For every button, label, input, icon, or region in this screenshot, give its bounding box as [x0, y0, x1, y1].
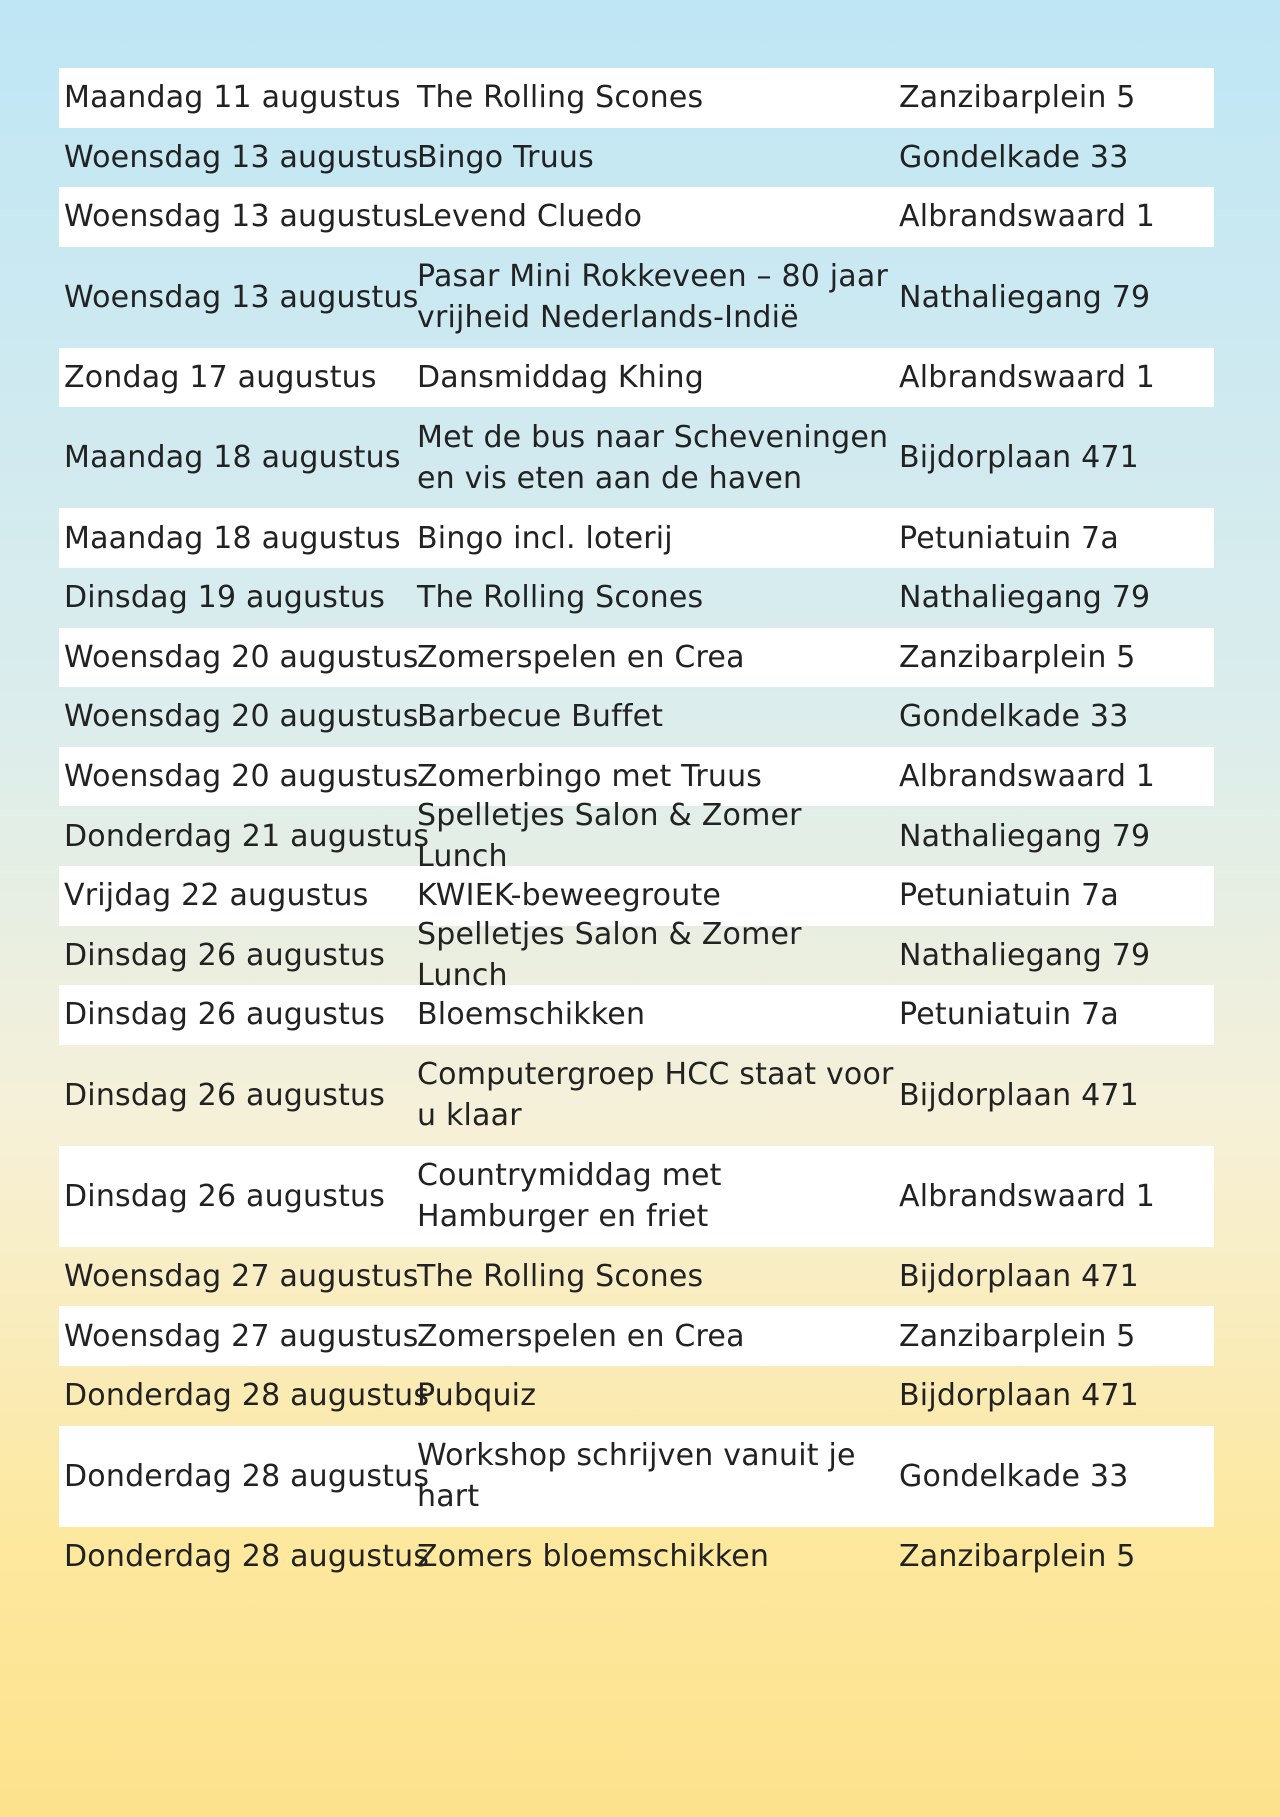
- activity-cell: Spelletjes Salon & Zomer Lunch: [417, 917, 802, 994]
- date-cell: Donderdag 21 augustus: [64, 818, 430, 854]
- table-row: [59, 128, 1214, 188]
- location-cell: Petuniatuin 7a: [899, 997, 1119, 1033]
- activity-cell: Countrymiddag met Hamburger en friet: [417, 1158, 722, 1235]
- activity-cell: Bloemschikken: [417, 997, 646, 1033]
- location-cell: Gondelkade 33: [899, 699, 1129, 735]
- location-cell: Nathaliegang 79: [899, 279, 1151, 315]
- table-row: [59, 1247, 1214, 1307]
- table-row: [59, 247, 1214, 348]
- table-row: [59, 568, 1214, 628]
- location-cell: Bijdorplaan 471: [899, 1259, 1139, 1295]
- location-cell: Petuniatuin 7a: [899, 520, 1119, 556]
- activity-cell: Pubquiz: [417, 1378, 537, 1414]
- date-cell: Donderdag 28 augustus: [64, 1538, 430, 1574]
- location-cell: Zanzibarplein 5: [899, 639, 1136, 675]
- table-row: [59, 985, 1214, 1045]
- location-cell: Zanzibarplein 5: [899, 80, 1136, 116]
- activity-cell: Zomerspelen en Crea: [417, 639, 745, 675]
- date-cell: Dinsdag 26 augustus: [64, 1077, 386, 1113]
- activity-cell: Levend Cluedo: [417, 199, 643, 235]
- activity-cell: Bingo Truus: [417, 139, 594, 175]
- location-cell: Petuniatuin 7a: [899, 878, 1119, 914]
- date-cell: Dinsdag 19 augustus: [64, 580, 386, 616]
- location-cell: Nathaliegang 79: [899, 580, 1151, 616]
- activity-cell: Zomers bloemschikken: [417, 1538, 770, 1574]
- activity-cell: Met de bus naar Scheveningen en vis eten aan de haven: [417, 419, 889, 496]
- table-row: [59, 687, 1214, 747]
- date-cell: Woensdag 20 augustus: [64, 759, 419, 795]
- date-cell: Woensdag 20 augustus: [64, 699, 419, 735]
- table-row: [59, 1426, 1214, 1527]
- date-cell: Woensdag 13 augustus: [64, 139, 419, 175]
- activity-cell: Dansmiddag Khing: [417, 360, 705, 396]
- date-cell: Woensdag 20 augustus: [64, 639, 419, 675]
- date-cell: Woensdag 27 augustus: [64, 1259, 419, 1295]
- date-cell: Maandag 11 augustus: [64, 80, 401, 116]
- activity-cell: Zomerspelen en Crea: [417, 1318, 745, 1354]
- activity-cell: The Rolling Scones: [417, 80, 704, 116]
- table-row: [59, 1306, 1214, 1366]
- activity-cell: Pasar Mini Rokkeveen – 80 jaar vrijheid Nederlands-Indië: [417, 259, 888, 336]
- location-cell: Albrandswaard 1: [899, 199, 1156, 235]
- table-row: [59, 1366, 1214, 1426]
- activity-cell: Computergroep HCC staat voor u klaar: [417, 1057, 894, 1134]
- activity-cell: Zomerbingo met Truus: [417, 759, 763, 795]
- table-row: [59, 798, 1214, 875]
- location-cell: Zanzibarplein 5: [899, 1318, 1136, 1354]
- location-cell: Nathaliegang 79: [899, 937, 1151, 973]
- table-row: [59, 1045, 1214, 1146]
- date-cell: Woensdag 13 augustus: [64, 199, 419, 235]
- location-cell: Zanzibarplein 5: [899, 1538, 1136, 1574]
- date-cell: Maandag 18 augustus: [64, 520, 401, 556]
- table-row: [59, 68, 1214, 128]
- table-row: [59, 187, 1214, 247]
- location-cell: Albrandswaard 1: [899, 1178, 1156, 1214]
- date-cell: Donderdag 28 augustus: [64, 1458, 430, 1494]
- activity-cell: Bingo incl. loterij: [417, 520, 673, 556]
- table-row: [59, 508, 1214, 568]
- date-cell: Woensdag 13 augustus: [64, 279, 419, 315]
- activity-cell: The Rolling Scones: [417, 1259, 704, 1295]
- location-cell: Bijdorplaan 471: [899, 1378, 1139, 1414]
- schedule-table: [59, 68, 1214, 1586]
- location-cell: Nathaliegang 79: [899, 818, 1151, 854]
- table-row: [59, 1146, 1214, 1247]
- table-row: [59, 917, 1214, 994]
- location-cell: Bijdorplaan 471: [899, 440, 1139, 476]
- table-row: [59, 628, 1214, 688]
- table-row: [59, 1527, 1214, 1587]
- location-cell: Albrandswaard 1: [899, 360, 1156, 396]
- date-cell: Woensdag 27 augustus: [64, 1318, 419, 1354]
- activity-cell: The Rolling Scones: [417, 580, 704, 616]
- activity-cell: Spelletjes Salon & Zomer Lunch: [417, 798, 802, 875]
- location-cell: Albrandswaard 1: [899, 759, 1156, 795]
- date-cell: Dinsdag 26 augustus: [64, 997, 386, 1033]
- date-cell: Donderdag 28 augustus: [64, 1378, 430, 1414]
- date-cell: Maandag 18 augustus: [64, 440, 401, 476]
- table-row: [59, 407, 1214, 508]
- date-cell: Dinsdag 26 augustus: [64, 1178, 386, 1214]
- location-cell: Gondelkade 33: [899, 1458, 1129, 1494]
- location-cell: Gondelkade 33: [899, 139, 1129, 175]
- date-cell: Dinsdag 26 augustus: [64, 937, 386, 973]
- activity-cell: KWIEK-beweegroute: [417, 878, 722, 914]
- location-cell: Bijdorplaan 471: [899, 1077, 1139, 1113]
- table-row: [59, 348, 1214, 408]
- date-cell: Zondag 17 augustus: [64, 360, 377, 396]
- date-cell: Vrijdag 22 augustus: [64, 878, 369, 914]
- activity-cell: Workshop schrijven vanuit je hart: [417, 1438, 856, 1514]
- activity-cell: Barbecue Buffet: [417, 699, 664, 735]
